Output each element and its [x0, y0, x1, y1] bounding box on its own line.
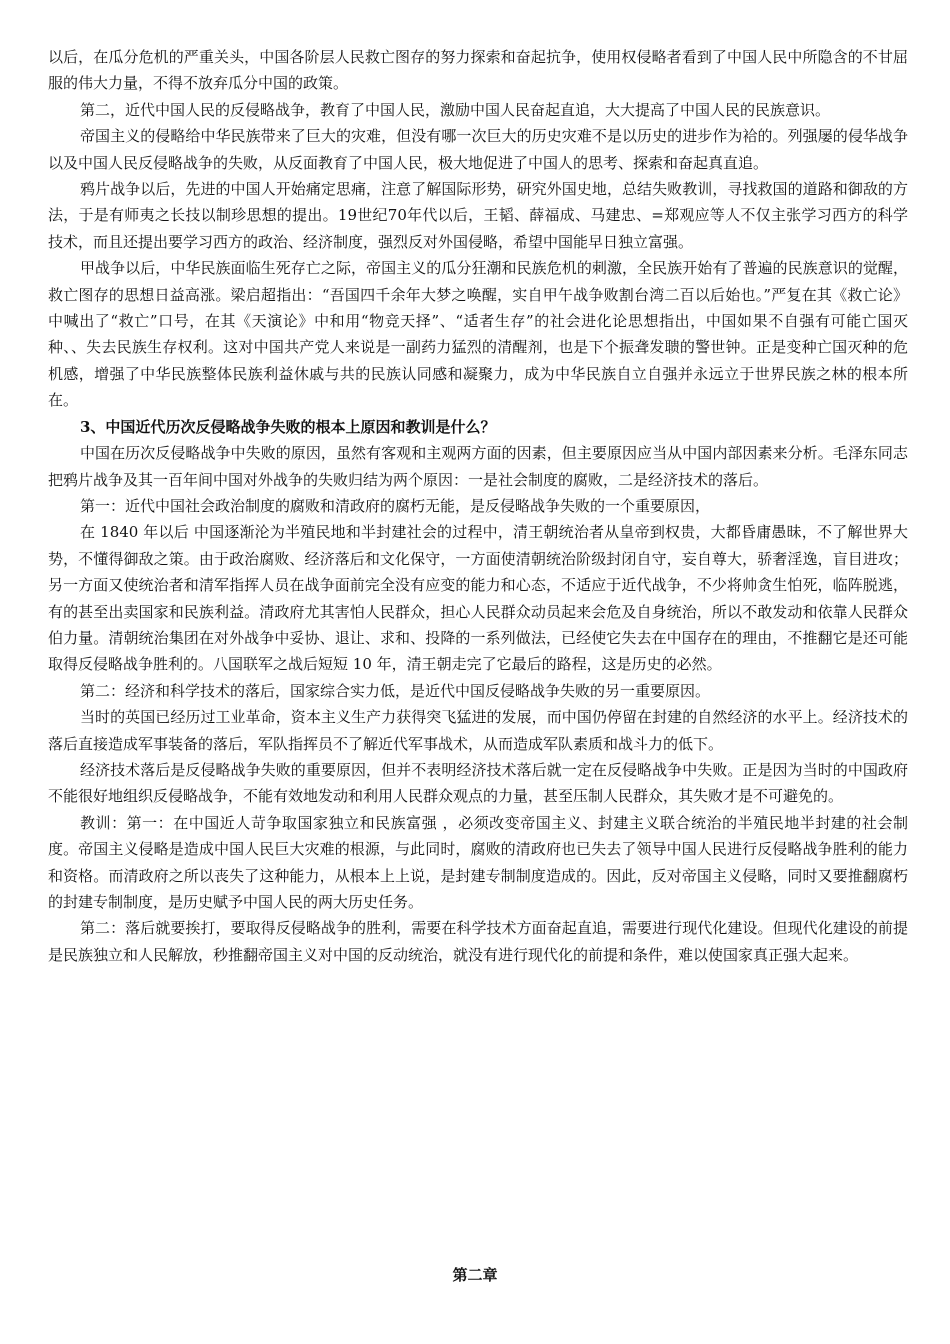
chapter-title: 第二章	[452, 1266, 498, 1284]
paragraph: 第二，近代中国人民的反侵略战争，教育了中国人民，激励中国人民奋起直追，大大提高了中国人民的民族意识。	[80, 100, 831, 119]
paragraph: 甲战争以后，中华民族面临生死存亡之际，帝国主义的瓜分狂潮和民族危机的刺激，全民族开始有了普遍的民族意识的觉醒，救亡图存的思想日益高涨。梁启超指出：“吾国四千余年大梦之唤醒，实自甲午战争败割台湾二百以后始也。”严复在其《救亡论》中喊出了“救亡”口号，在其《天演论》中和用“物竞天择”、“适者生存”的社会进化论思想指出，中国如果不自强有可能亡国灭种、、失去民族生存权利。这对中国共产党人来说是一副药力猛烈的清醒剂，也是下个振聋发聩的警世钟。正是变种亡国灭种的危机感，增强了中华民族整体民族利益休戚与共的民族认同感和凝聚力，成为中华民族自立自强并永远立于世界民族之林的根本所在。	[48, 259, 908, 410]
paragraph: 经济技术落后是反侵略战争失败的重要原因，但并不表明经济技术落后就一定在反侵略战争中失败。正是因为当时的中国政府不能很好地组织反侵略战争，不能有效地发动和利用人民群众观点的力量，甚至压制人民群众，其失败才是不可避免的。	[48, 760, 908, 806]
paragraph: 第一：近代中国社会政治制度的腐败和清政府的腐朽无能，是反侵略战争失败的一个重要原因，	[80, 496, 711, 515]
paragraph: 中国在历次反侵略战争中失败的原因，虽然有客观和主观两方面的因素，但主要原因应当从中国内部因素来分析。毛泽东同志把鸦片战争及其一百年间中国对外战争的失败归结为两个原因：一是社会制度的腐败，二是经济技术的落后。	[48, 444, 908, 489]
paragraph: 第二：落后就要挨打，要取得反侵略战争的胜利，需要在科学技术方面奋起直追，需要进行现代化建设。但现代化建设的前提是民族独立和人民解放，秒推翻帝国主义对中国的反动统治，就没有进行现代化的前提和条件，难以使国家真正强大起来。	[48, 919, 908, 964]
paragraph: 鸦片战争以后，先进的中国人开始痛定思痛，注意了解国际形势，研究外国史地，总结失败教训，寻找救国的道路和御敌的方法，于是有师夷之长技以制珍思想的提出。19世纪70年代以后，王韬、薛福成、马建忠、=郑观应等人不仅主张学习西方的科学技术，而且还提出要学习西方的政治、经济制度，强烈反对外国侵略，希望中国能早日独立富强。	[48, 180, 908, 251]
paragraph: 在 1840 年以后 中国逐渐沦为半殖民地和半封建社会的过程中，清王朝统治者从皇帝到权贵，大都昏庸愚昧，不了解世界大势，不懂得御敌之策。由于政治腐败、经济落后和文化保守，一方面使清朝统治阶级封闭自守，妄自尊大，骄奢淫逸，盲目进攻；另一方面又使统治者和清军指挥人员在战争面前完全没有应变的能力和心态，不适应于近代战争，不少将帅贪生怕死，临阵脱逃，有的甚至出卖国家和民族利益。清政府尤其害怕人民群众，担心人民群众动员起来会危及自身统治，所以不敢发动和依靠人民群众伯力量。清朝统治集团在对外战争中妥协、退让、求和、投降的一系列做法，已经使它失去在中国存在的理由，不推翻它是还可能取得反侵略战争胜利的。八国联军之战后短短 10 年，清王朝走完了它最后的路程，这是历史的必然。	[48, 523, 908, 674]
paragraph-continuation: 以后，在瓜分危机的严重关头，中国各阶层人民救亡图存的努力探索和奋起抗争，使用权侵略者看到了中国人民中所隐含的不甘屈服的伟大力量，不得不放弃瓜分中国的政策。	[48, 48, 908, 93]
paragraph: 第二：经济和科学技术的落后，国家综合实力低，是近代中国反侵略战争失败的另一重要原因。	[80, 681, 711, 700]
document-body	[48, 44, 908, 968]
paragraph: 帝国主义的侵略给中华民族带来了巨大的灾难，但没有哪一次巨大的历史灾难不是以历史的进步作为袷的。列强屡的侵华战争以及中国人民反侵略战争的失败，从反面教育了中国人民，极大地促进了中国人的思考、探索和奋起真直追。	[48, 127, 908, 172]
paragraph: 教训：第一：在中国近人苛争取国家独立和民族富强 ，必须改变帝国主义、封建主义联合统治的半殖民地半封建的社会制度。帝国主义侵略是造成中国人民巨大灾难的根源，与此同时，腐败的清政府也已失去了领导中国人民进行反侵略战争胜利的能力和资格。而清政府之所以丧失了这种能力，从根本上上说，是封建专制制度造成的。因此，反对帝国主义侵略，同时又要推翻腐朽的封建专制制度，是历史赋予中国人民的两大历史任务。	[48, 813, 908, 911]
paragraph: 当时的英国已经历过工业革命，资本主义生产力获得突飞猛进的发展，而中国仍停留在封建的自然经济的水平上。经济技术的落后直接造成军事装备的落后，军队指挥员不了解近代军事战术，从而造成军队素质和战斗力的低下。	[48, 708, 908, 753]
section-question-heading: 3、中国近代历次反侵略战争失败的根本上原因和教训是什么？	[80, 417, 496, 436]
